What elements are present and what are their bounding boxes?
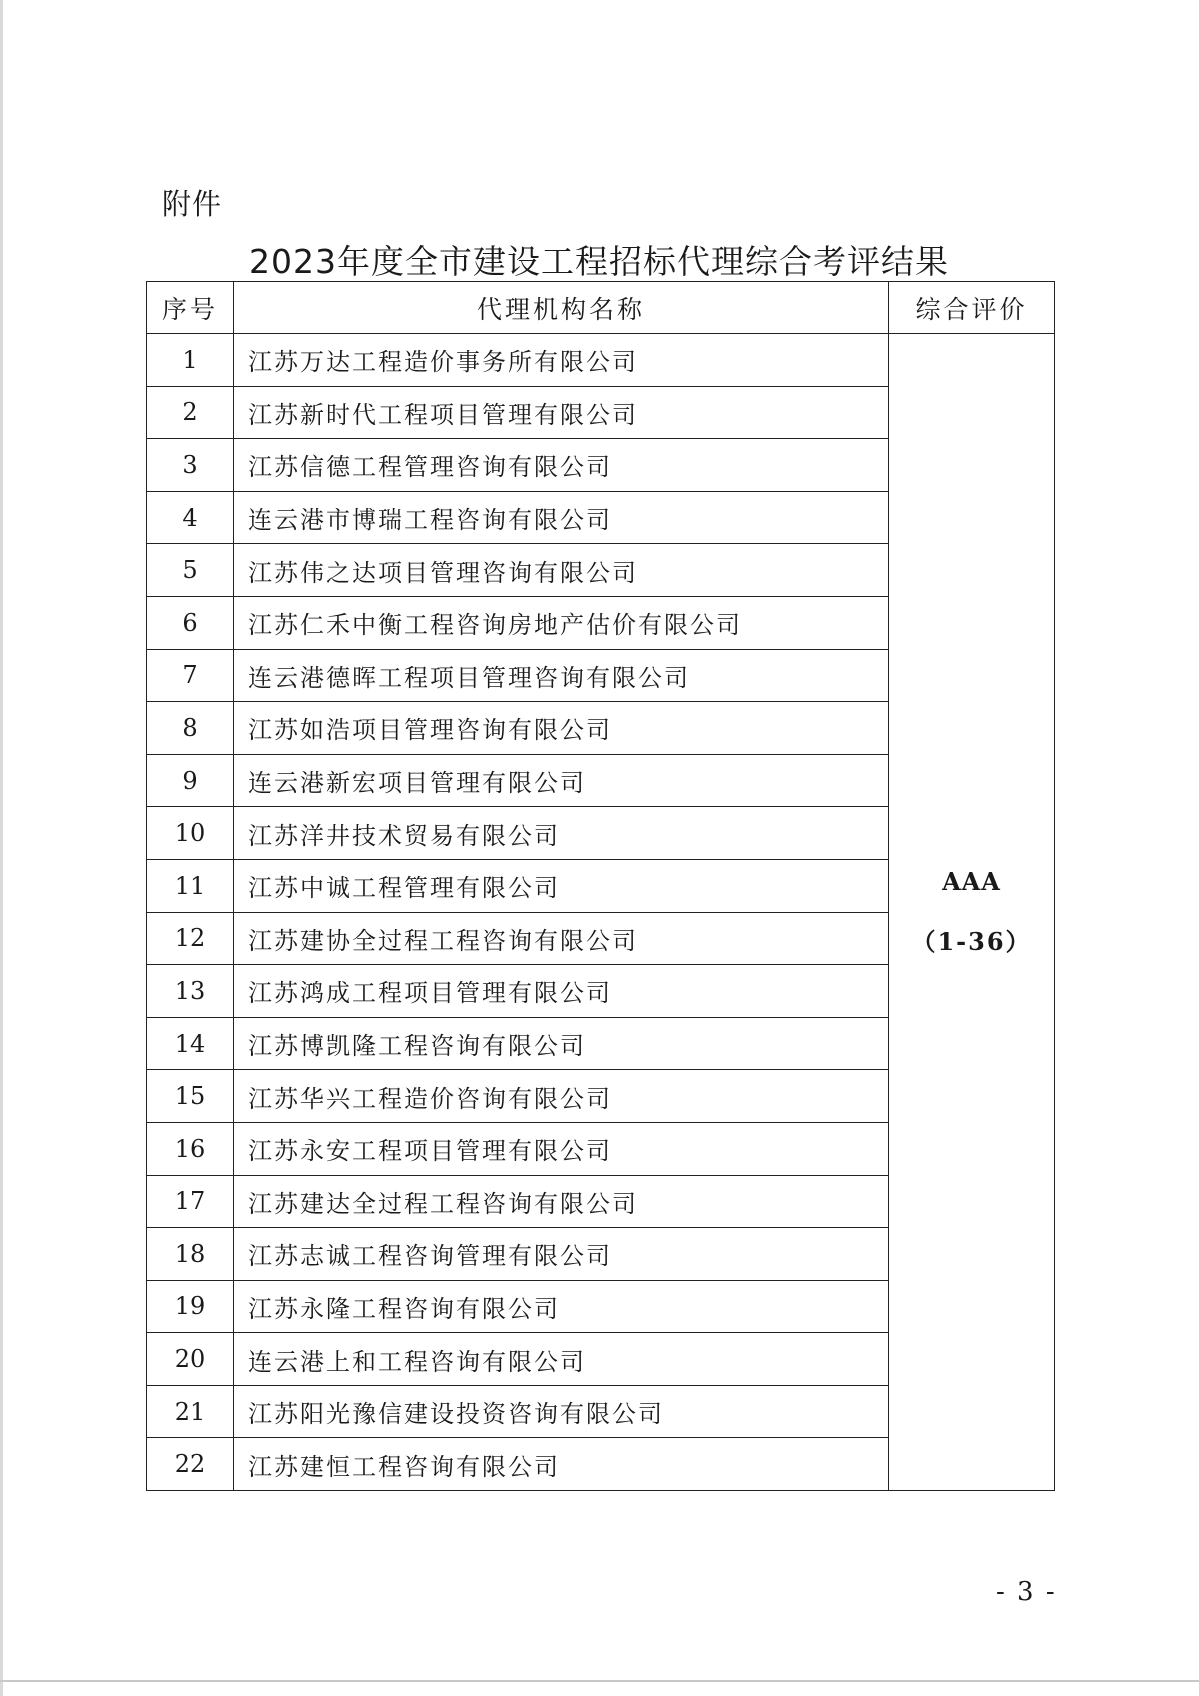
agency-name: 江苏永隆工程咨询有限公司 (234, 1280, 889, 1333)
agency-name: 江苏信德工程管理咨询有限公司 (234, 439, 889, 492)
agency-name: 江苏鸿成工程项目管理有限公司 (234, 965, 889, 1018)
row-number: 3 (147, 439, 234, 492)
row-number: 6 (147, 596, 234, 649)
agency-name: 江苏永安工程项目管理有限公司 (234, 1122, 889, 1175)
agency-name: 江苏博凯隆工程咨询有限公司 (234, 1017, 889, 1070)
row-number: 20 (147, 1333, 234, 1386)
agency-name: 江苏建达全过程工程咨询有限公司 (234, 1175, 889, 1228)
row-number: 22 (147, 1438, 234, 1491)
attachment-label: 附件 (162, 187, 223, 221)
agency-name: 连云港新宏项目管理有限公司 (234, 754, 889, 807)
row-number: 10 (147, 807, 234, 860)
row-number: 4 (147, 491, 234, 544)
row-number: 11 (147, 859, 234, 912)
row-number: 19 (147, 1280, 234, 1333)
agency-name: 江苏中诚工程管理有限公司 (234, 859, 889, 912)
row-number: 5 (147, 544, 234, 597)
agency-name: 江苏华兴工程造价咨询有限公司 (234, 1070, 889, 1123)
agency-name: 江苏洋井技术贸易有限公司 (234, 807, 889, 860)
row-number: 14 (147, 1017, 234, 1070)
row-number: 15 (147, 1070, 234, 1123)
agency-name: 江苏建协全过程工程咨询有限公司 (234, 912, 889, 965)
row-number: 13 (147, 965, 234, 1018)
agency-name: 连云港上和工程咨询有限公司 (234, 1333, 889, 1386)
table-body (147, 334, 1055, 1491)
grade-label: AAA (942, 867, 1001, 897)
row-number: 1 (147, 334, 234, 387)
header-no: 序号 (147, 282, 234, 334)
scan-edge (0, 1680, 1199, 1682)
grade-cell (889, 334, 1055, 1491)
table-header-row (147, 282, 1055, 334)
agency-name: 江苏志诚工程咨询管理有限公司 (234, 1228, 889, 1281)
table-row (147, 334, 1055, 387)
document-title: 2023年度全市建设工程招标代理综合考评结果 (249, 242, 949, 281)
row-number: 7 (147, 649, 234, 702)
agency-name: 江苏伟之达项目管理咨询有限公司 (234, 544, 889, 597)
header-name: 代理机构名称 (234, 282, 889, 334)
scan-edge (0, 0, 3, 1696)
row-number: 12 (147, 912, 234, 965)
row-number: 8 (147, 702, 234, 755)
agency-name: 连云港市博瑞工程咨询有限公司 (234, 491, 889, 544)
row-number: 17 (147, 1175, 234, 1228)
agency-name: 江苏万达工程造价事务所有限公司 (234, 334, 889, 387)
row-number: 21 (147, 1385, 234, 1438)
row-number: 2 (147, 386, 234, 439)
agency-name: 连云港德晖工程项目管理咨询有限公司 (234, 649, 889, 702)
page-number: - 3 - (996, 1577, 1057, 1607)
header-grade: 综合评价 (889, 282, 1055, 334)
row-number: 16 (147, 1122, 234, 1175)
agency-name: 江苏如浩项目管理咨询有限公司 (234, 702, 889, 755)
agency-name: 江苏仁禾中衡工程咨询房地产估价有限公司 (234, 596, 889, 649)
results-table (146, 281, 1055, 1491)
grade-range: （1-36） (911, 927, 1032, 957)
agency-name: 江苏阳光豫信建设投资咨询有限公司 (234, 1385, 889, 1438)
row-number: 18 (147, 1228, 234, 1281)
agency-name: 江苏新时代工程项目管理有限公司 (234, 386, 889, 439)
row-number: 9 (147, 754, 234, 807)
agency-name: 江苏建恒工程咨询有限公司 (234, 1438, 889, 1491)
